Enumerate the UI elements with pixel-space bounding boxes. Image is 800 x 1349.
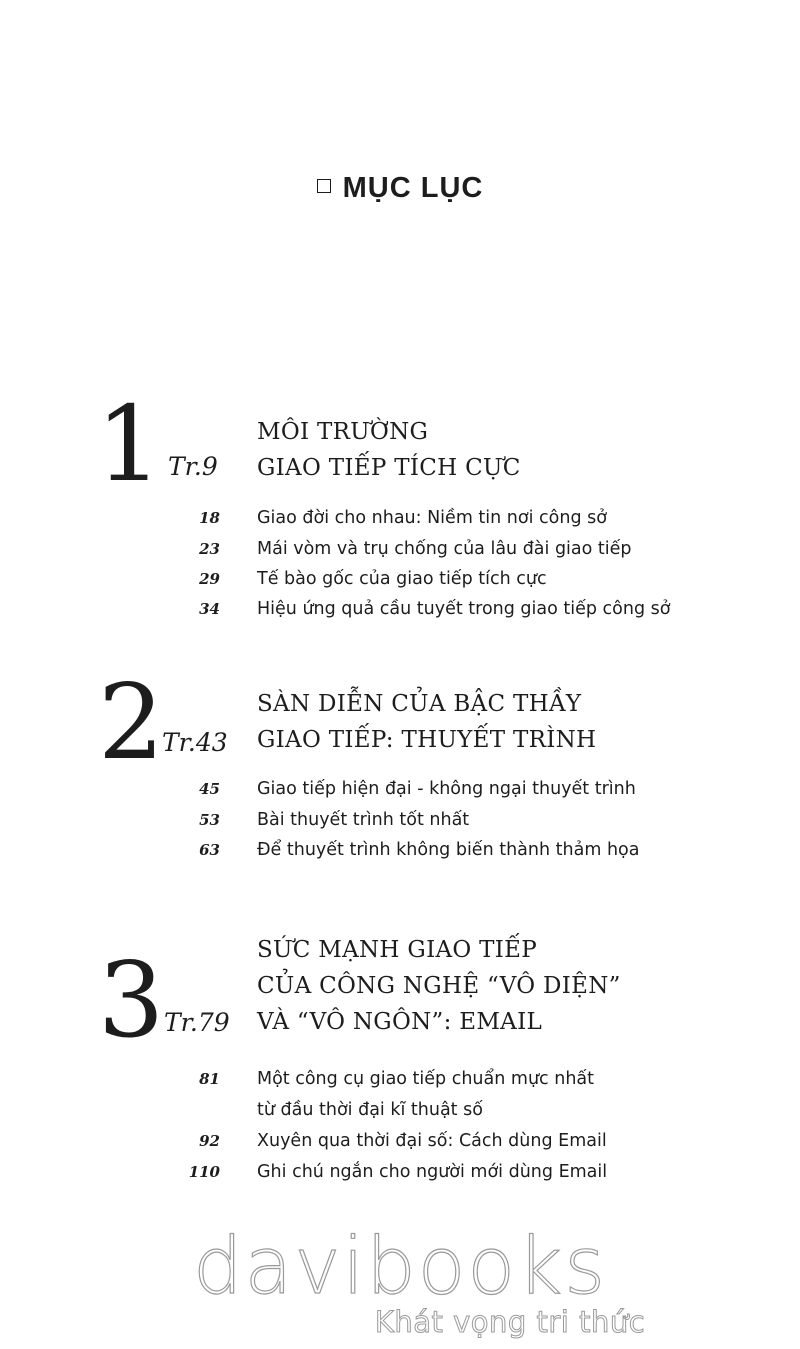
chapter-title bbox=[257, 932, 621, 1040]
square-bullet-icon bbox=[317, 179, 331, 193]
list-item bbox=[0, 534, 800, 564]
entry-title: Giao đời cho nhau: Niềm tin nơi công sở bbox=[257, 508, 607, 528]
list-item bbox=[0, 1126, 800, 1156]
entry-title bbox=[257, 1064, 697, 1126]
chapter-title bbox=[257, 414, 521, 486]
chapter-title-line: VÀ “VÔ NGÔN”: EMAIL bbox=[257, 1009, 543, 1035]
chapter-start-page: Tr.79 bbox=[164, 1008, 230, 1037]
list-item bbox=[0, 564, 800, 594]
entry-title: Để thuyết trình không biến thành thảm họa bbox=[257, 840, 640, 860]
list-item bbox=[0, 1157, 800, 1187]
entry-page-number: 63 bbox=[199, 841, 220, 859]
chapter-title-line: SỨC MẠNH GIAO TIẾP bbox=[257, 937, 538, 963]
entry-title: Ghi chú ngắn cho người mới dùng Email bbox=[257, 1162, 608, 1182]
chapter-number: 3 bbox=[98, 939, 161, 1061]
chapter-title-line: GIAO TIẾP: THUYẾT TRÌNH bbox=[257, 727, 597, 753]
entry-page-number: 110 bbox=[188, 1163, 220, 1181]
list-item bbox=[0, 594, 800, 624]
entry-page-number: 23 bbox=[199, 540, 220, 558]
chapter-title-line: GIAO TIẾP TÍCH CỰC bbox=[257, 455, 521, 481]
chapter-title bbox=[257, 686, 596, 758]
watermark-slogan: Khát vọng tri thức bbox=[374, 1305, 646, 1339]
entry-title: Bài thuyết trình tốt nhất bbox=[257, 810, 470, 830]
list-item bbox=[0, 835, 800, 865]
watermark-brand: davibooks bbox=[193, 1222, 607, 1312]
entry-title: Giao tiếp hiện đại - không ngại thuyết trình bbox=[257, 779, 636, 799]
toc-header bbox=[0, 172, 800, 205]
entry-page-number: 53 bbox=[199, 811, 220, 829]
entry-title: Xuyên qua thời đại số: Cách dùng Email bbox=[257, 1131, 607, 1151]
entry-page-number: 92 bbox=[199, 1132, 220, 1150]
list-item bbox=[0, 805, 800, 835]
list-item bbox=[0, 503, 800, 533]
list-item bbox=[0, 1064, 800, 1126]
entry-page-number: 81 bbox=[199, 1070, 220, 1088]
chapter-number: 1 bbox=[96, 383, 159, 505]
chapter-start-page: Tr.9 bbox=[168, 452, 218, 481]
entry-title-line: từ đầu thời đại kĩ thuật số bbox=[257, 1100, 483, 1120]
chapter-title-line: SÀN DIỄN CỦA BẬC THẦY bbox=[257, 691, 582, 717]
entry-title: Hiệu ứng quả cầu tuyết trong giao tiếp công sở bbox=[257, 599, 671, 619]
entry-page-number: 45 bbox=[199, 780, 220, 798]
entry-page-number: 18 bbox=[199, 509, 220, 527]
entry-title: Tế bào gốc của giao tiếp tích cực bbox=[257, 569, 547, 589]
entry-title: Mái vòm và trụ chống của lâu đài giao tiếp bbox=[257, 539, 632, 559]
list-item bbox=[0, 774, 800, 804]
chapter-start-page: Tr.43 bbox=[162, 728, 228, 757]
page-title: MỤC LỤC bbox=[342, 172, 484, 204]
chapter-title-line: MÔI TRƯỜNG bbox=[257, 419, 429, 445]
chapter-number: 2 bbox=[98, 661, 161, 783]
chapter-title-line: CỦA CÔNG NGHỆ “VÔ DIỆN” bbox=[257, 973, 621, 999]
entry-page-number: 29 bbox=[199, 570, 220, 588]
entry-title-line: Một công cụ giao tiếp chuẩn mực nhất bbox=[257, 1069, 594, 1089]
entry-page-number: 34 bbox=[199, 600, 220, 618]
